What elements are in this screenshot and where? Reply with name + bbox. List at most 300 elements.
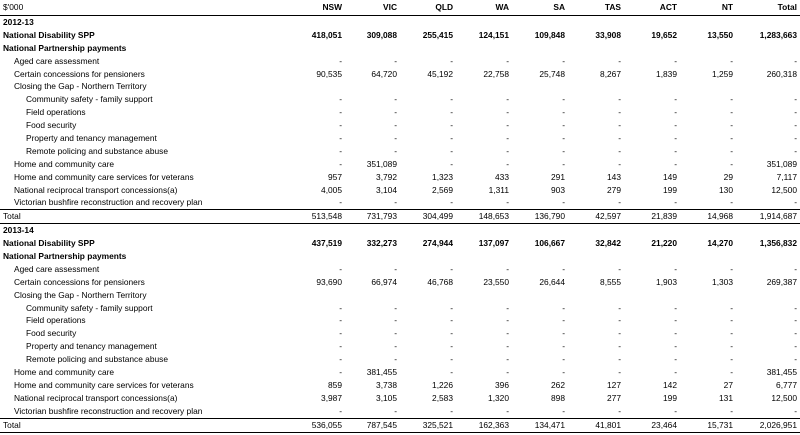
cell-value: 66,974 <box>371 276 397 287</box>
cell-value: 262 <box>551 379 565 390</box>
row-label: Closing the Gap - Northern Territory <box>14 81 147 92</box>
cell-value: 859 <box>328 379 342 390</box>
cell-value: - <box>730 405 733 416</box>
cell-value: - <box>674 145 677 156</box>
row-label: 2013-14 <box>3 225 34 236</box>
cell-value: - <box>339 197 342 208</box>
table-row <box>0 302 800 315</box>
cell-value: 4,005 <box>321 184 342 195</box>
cell-value: - <box>730 197 733 208</box>
total-row <box>0 418 800 433</box>
cell-value: 957 <box>328 171 342 182</box>
cell-value: 162,363 <box>478 419 509 430</box>
cell-value: 32,842 <box>595 238 621 249</box>
cell-value: 277 <box>607 392 621 403</box>
cell-value: - <box>562 145 565 156</box>
cell-value: - <box>450 367 453 378</box>
cell-value: - <box>730 367 733 378</box>
row-label: 2012-13 <box>3 17 34 27</box>
unit-label: $'000 <box>3 2 24 12</box>
cell-value: - <box>450 315 453 326</box>
cell-value: - <box>730 302 733 313</box>
cell-value: - <box>562 354 565 365</box>
cell-value: - <box>506 367 509 378</box>
cell-value: - <box>730 263 733 274</box>
cell-value: 127 <box>607 379 621 390</box>
cell-value: 199 <box>663 184 677 195</box>
cell-value: - <box>339 302 342 313</box>
cell-value: 21,220 <box>651 238 677 249</box>
row-label: Field operations <box>26 315 86 326</box>
cell-value: 12,500 <box>771 184 797 195</box>
cell-value: - <box>339 120 342 131</box>
cell-value: 1,356,832 <box>759 238 797 249</box>
table-row <box>0 158 800 171</box>
cell-value: 7,117 <box>776 171 797 182</box>
cell-value: - <box>506 145 509 156</box>
cell-value: 1,226 <box>432 379 453 390</box>
cell-value: 93,690 <box>316 276 342 287</box>
table-row <box>0 106 800 119</box>
cell-value: 27 <box>723 379 733 390</box>
cell-value: - <box>618 55 621 66</box>
cell-value: 8,267 <box>600 68 621 79</box>
cell-value: 1,839 <box>656 68 677 79</box>
table-row <box>0 327 800 340</box>
cell-value: 136,790 <box>534 211 565 222</box>
table-row <box>0 366 800 379</box>
table-row <box>0 353 800 366</box>
cell-value: 15,731 <box>707 419 733 430</box>
cell-value: - <box>562 158 565 169</box>
cell-value: 26,644 <box>539 276 565 287</box>
row-label: Victorian bushfire reconstruction and recovery plan <box>14 405 203 416</box>
cell-value: - <box>794 197 797 208</box>
cell-value: - <box>618 328 621 339</box>
cell-value: 433 <box>495 171 509 182</box>
cell-value: 2,583 <box>432 392 453 403</box>
col-header: Total <box>777 2 797 12</box>
cell-value: - <box>618 107 621 118</box>
cell-value: - <box>394 107 397 118</box>
cell-value: - <box>450 341 453 352</box>
col-header: ACT <box>659 2 677 12</box>
cell-value: - <box>674 354 677 365</box>
cell-value: 304,499 <box>422 211 453 222</box>
section-header-row <box>0 224 800 237</box>
table-row <box>0 379 800 392</box>
col-header: VIC <box>383 2 397 12</box>
cell-value: - <box>562 328 565 339</box>
cell-value: - <box>562 55 565 66</box>
cell-value: - <box>562 263 565 274</box>
cell-value: 13,550 <box>707 29 733 40</box>
cell-value: - <box>450 120 453 131</box>
cell-value: 332,273 <box>366 238 397 249</box>
cell-value: - <box>618 405 621 416</box>
cell-value: 269,387 <box>766 276 797 287</box>
col-header: SA <box>553 2 565 12</box>
section-header-row <box>0 16 800 29</box>
cell-value: - <box>674 263 677 274</box>
cell-value: 274,944 <box>422 238 453 249</box>
cell-value: - <box>674 315 677 326</box>
cell-value: - <box>618 315 621 326</box>
cell-value: - <box>450 133 453 144</box>
cell-value: 3,105 <box>376 392 397 403</box>
table-row <box>0 119 800 132</box>
table-header <box>0 0 800 16</box>
cell-value: 143 <box>607 171 621 182</box>
cell-value: 23,550 <box>483 276 509 287</box>
cell-value: - <box>674 405 677 416</box>
cell-value: - <box>794 405 797 416</box>
cell-value: 29 <box>723 171 733 182</box>
cell-value: 513,548 <box>311 211 342 222</box>
row-label: National Disability SPP <box>3 238 95 249</box>
row-label: Home and community care services for veterans <box>14 379 194 390</box>
table-row <box>0 145 800 158</box>
cell-value: 148,653 <box>478 211 509 222</box>
cell-value: - <box>618 367 621 378</box>
cell-value: 536,055 <box>311 419 342 430</box>
cell-value: - <box>794 302 797 313</box>
cell-value: - <box>339 133 342 144</box>
cell-value: - <box>562 197 565 208</box>
cell-value: - <box>618 120 621 131</box>
cell-value: 903 <box>551 184 565 195</box>
cell-value: - <box>506 263 509 274</box>
row-label: Home and community care <box>14 158 115 169</box>
cell-value: - <box>562 133 565 144</box>
row-label: National Partnership payments <box>3 251 127 262</box>
row-label: Aged care assessment <box>14 55 100 66</box>
cell-value: 142 <box>663 379 677 390</box>
cell-value: 1,283,663 <box>759 29 797 40</box>
cell-value: 1,903 <box>656 276 677 287</box>
row-label: Community safety - family support <box>26 94 153 105</box>
cell-value: - <box>794 328 797 339</box>
cell-value: - <box>794 145 797 156</box>
cell-value: - <box>394 354 397 365</box>
cell-value: 149 <box>663 171 677 182</box>
cell-value: - <box>450 354 453 365</box>
cell-value: 351,089 <box>766 158 797 169</box>
cell-value: - <box>562 302 565 313</box>
cell-value: - <box>794 263 797 274</box>
cell-value: - <box>794 133 797 144</box>
cell-value: - <box>394 405 397 416</box>
cell-value: - <box>394 197 397 208</box>
cell-value: - <box>730 158 733 169</box>
cell-value: - <box>794 107 797 118</box>
cell-value: 1,259 <box>712 68 733 79</box>
row-label: Property and tenancy management <box>26 133 157 144</box>
cell-value: - <box>618 341 621 352</box>
cell-value: - <box>674 367 677 378</box>
cell-value: - <box>674 55 677 66</box>
cell-value: - <box>394 302 397 313</box>
cell-value: - <box>794 341 797 352</box>
cell-value: - <box>450 405 453 416</box>
cell-value: - <box>450 94 453 105</box>
cell-value: - <box>394 94 397 105</box>
col-header: WA <box>495 2 509 12</box>
row-label: Community safety - family support <box>26 302 153 313</box>
row-label: Food security <box>26 120 77 131</box>
cell-value: - <box>562 341 565 352</box>
cell-value: - <box>618 133 621 144</box>
cell-value: - <box>730 315 733 326</box>
cell-value: - <box>794 354 797 365</box>
row-label: Field operations <box>26 107 86 118</box>
col-header: TAS <box>604 2 621 12</box>
cell-value: - <box>339 107 342 118</box>
cell-value: - <box>562 367 565 378</box>
cell-value: - <box>450 328 453 339</box>
cell-value: - <box>450 107 453 118</box>
row-label: Remote policing and substance abuse <box>26 354 169 365</box>
cell-value: 14,270 <box>707 238 733 249</box>
cell-value: 6,777 <box>776 379 797 390</box>
cell-value: - <box>674 133 677 144</box>
table-row <box>0 392 800 405</box>
table-row <box>0 340 800 353</box>
cell-value: - <box>730 107 733 118</box>
cell-value: 396 <box>495 379 509 390</box>
row-label: Victorian bushfire reconstruction and recovery plan <box>14 197 203 208</box>
row-label: National Partnership payments <box>3 42 127 53</box>
row-label: Home and community care services for veterans <box>14 171 194 182</box>
cell-value: 2,026,951 <box>759 419 797 430</box>
cell-value: 787,545 <box>366 419 397 430</box>
cell-value: 1,914,687 <box>759 211 797 222</box>
table-row <box>0 29 800 42</box>
cell-value: - <box>562 107 565 118</box>
table-row <box>0 132 800 145</box>
cell-value: - <box>506 302 509 313</box>
table-row <box>0 80 800 93</box>
cell-value: - <box>506 341 509 352</box>
cell-value: 1,303 <box>712 276 733 287</box>
row-label: Home and community care <box>14 367 115 378</box>
cell-value: 45,192 <box>427 68 453 79</box>
cell-value: - <box>674 328 677 339</box>
row-label: Aged care assessment <box>14 263 100 274</box>
table-row <box>0 55 800 68</box>
cell-value: - <box>674 120 677 131</box>
cell-value: 381,455 <box>766 367 797 378</box>
cell-value: 1,323 <box>432 171 453 182</box>
cell-value: - <box>506 315 509 326</box>
cell-value: - <box>506 107 509 118</box>
cell-value: - <box>450 263 453 274</box>
cell-value: 23,464 <box>651 419 677 430</box>
cell-value: - <box>506 55 509 66</box>
cell-value: 381,455 <box>366 367 397 378</box>
cell-value: - <box>394 133 397 144</box>
cell-value: 3,738 <box>376 379 397 390</box>
total-row <box>0 209 800 224</box>
cell-value: - <box>450 302 453 313</box>
table-row <box>0 171 800 184</box>
cell-value: - <box>506 328 509 339</box>
cell-value: - <box>506 94 509 105</box>
table-row <box>0 196 800 209</box>
cell-value: 3,987 <box>321 392 342 403</box>
cell-value: 309,088 <box>366 29 397 40</box>
cell-value: - <box>450 158 453 169</box>
cell-value: - <box>794 94 797 105</box>
cell-value: 41,801 <box>595 419 621 430</box>
table-row <box>0 250 800 263</box>
cell-value: - <box>674 107 677 118</box>
cell-value: - <box>339 354 342 365</box>
cell-value: 19,652 <box>651 29 677 40</box>
row-label: Total <box>3 211 21 222</box>
cell-value: 137,097 <box>478 238 509 249</box>
cell-value: 351,089 <box>366 158 397 169</box>
cell-value: - <box>506 354 509 365</box>
cell-value: - <box>730 341 733 352</box>
cell-value: 731,793 <box>366 211 397 222</box>
row-label: National reciprocal transport concessions(a) <box>14 184 178 195</box>
row-label: Food security <box>26 328 77 339</box>
cell-value: - <box>394 145 397 156</box>
cell-value: 12,500 <box>771 392 797 403</box>
cell-value: - <box>339 145 342 156</box>
cell-value: - <box>730 120 733 131</box>
cell-value: 3,792 <box>376 171 397 182</box>
cell-value: 3,104 <box>376 184 397 195</box>
cell-value: - <box>562 94 565 105</box>
cell-value: - <box>674 94 677 105</box>
cell-value: - <box>394 315 397 326</box>
cell-value: - <box>730 94 733 105</box>
cell-value: 14,968 <box>707 211 733 222</box>
cell-value: - <box>339 328 342 339</box>
cell-value: 90,535 <box>316 68 342 79</box>
table-row <box>0 276 800 289</box>
cell-value: 124,151 <box>478 29 509 40</box>
cell-value: - <box>562 315 565 326</box>
cell-value: - <box>450 197 453 208</box>
cell-value: - <box>674 197 677 208</box>
cell-value: 21,839 <box>651 211 677 222</box>
table-row <box>0 93 800 106</box>
cell-value: 25,748 <box>539 68 565 79</box>
cell-value: - <box>506 133 509 144</box>
cell-value: - <box>794 55 797 66</box>
cell-value: 33,908 <box>595 29 621 40</box>
table-row <box>0 289 800 302</box>
cell-value: - <box>339 341 342 352</box>
cell-value: 42,597 <box>595 211 621 222</box>
cell-value: - <box>618 145 621 156</box>
cell-value: - <box>339 405 342 416</box>
row-label: Closing the Gap - Northern Territory <box>14 289 147 300</box>
cell-value: 1,311 <box>488 184 509 195</box>
cell-value: - <box>562 120 565 131</box>
cell-value: - <box>339 94 342 105</box>
row-label: Remote policing and substance abuse <box>26 145 169 156</box>
cell-value: 325,521 <box>422 419 453 430</box>
cell-value: 1,320 <box>488 392 509 403</box>
cell-value: - <box>339 367 342 378</box>
cell-value: 260,318 <box>766 68 797 79</box>
table-body <box>0 16 800 433</box>
cell-value: 130 <box>719 184 733 195</box>
row-label: Certain concessions for pensioners <box>14 68 145 79</box>
cell-value: 46,768 <box>427 276 453 287</box>
cell-value: 437,519 <box>311 238 342 249</box>
table-row <box>0 263 800 276</box>
table-row <box>0 184 800 197</box>
cell-value: - <box>794 120 797 131</box>
col-header: NSW <box>322 2 342 12</box>
cell-value: 134,471 <box>534 419 565 430</box>
cell-value: - <box>506 405 509 416</box>
cell-value: - <box>618 94 621 105</box>
cell-value: - <box>450 145 453 156</box>
cell-value: 22,758 <box>483 68 509 79</box>
cell-value: 8,555 <box>600 276 621 287</box>
cell-value: - <box>339 55 342 66</box>
cell-value: 106,667 <box>534 238 565 249</box>
cell-value: 255,415 <box>422 29 453 40</box>
cell-value: 418,051 <box>311 29 342 40</box>
row-label: Total <box>3 419 21 430</box>
cell-value: - <box>674 302 677 313</box>
cell-value: - <box>506 158 509 169</box>
cell-value: 199 <box>663 392 677 403</box>
table-row <box>0 42 800 55</box>
col-header: QLD <box>435 2 453 12</box>
table-row <box>0 68 800 81</box>
row-label: Property and tenancy management <box>26 341 157 352</box>
table-row <box>0 237 800 250</box>
cell-value: - <box>794 315 797 326</box>
row-label: Certain concessions for pensioners <box>14 276 145 287</box>
cell-value: - <box>450 55 453 66</box>
cell-value: - <box>618 158 621 169</box>
cell-value: - <box>339 315 342 326</box>
cell-value: 2,569 <box>432 184 453 195</box>
cell-value: 291 <box>551 171 565 182</box>
cell-value: - <box>618 197 621 208</box>
cell-value: - <box>618 302 621 313</box>
cell-value: - <box>730 133 733 144</box>
cell-value: 898 <box>551 392 565 403</box>
cell-value: - <box>730 145 733 156</box>
cell-value: - <box>394 55 397 66</box>
cell-value: - <box>730 55 733 66</box>
cell-value: - <box>339 158 342 169</box>
cell-value: - <box>394 263 397 274</box>
cell-value: 64,720 <box>371 68 397 79</box>
cell-value: - <box>506 197 509 208</box>
cell-value: - <box>339 263 342 274</box>
cell-value: - <box>674 158 677 169</box>
cell-value: - <box>562 405 565 416</box>
cell-value: - <box>394 341 397 352</box>
row-label: National reciprocal transport concessions(a) <box>14 392 178 403</box>
cell-value: - <box>618 354 621 365</box>
cell-value: - <box>674 341 677 352</box>
row-label: National Disability SPP <box>3 29 95 40</box>
cell-value: - <box>730 354 733 365</box>
cell-value: - <box>394 328 397 339</box>
